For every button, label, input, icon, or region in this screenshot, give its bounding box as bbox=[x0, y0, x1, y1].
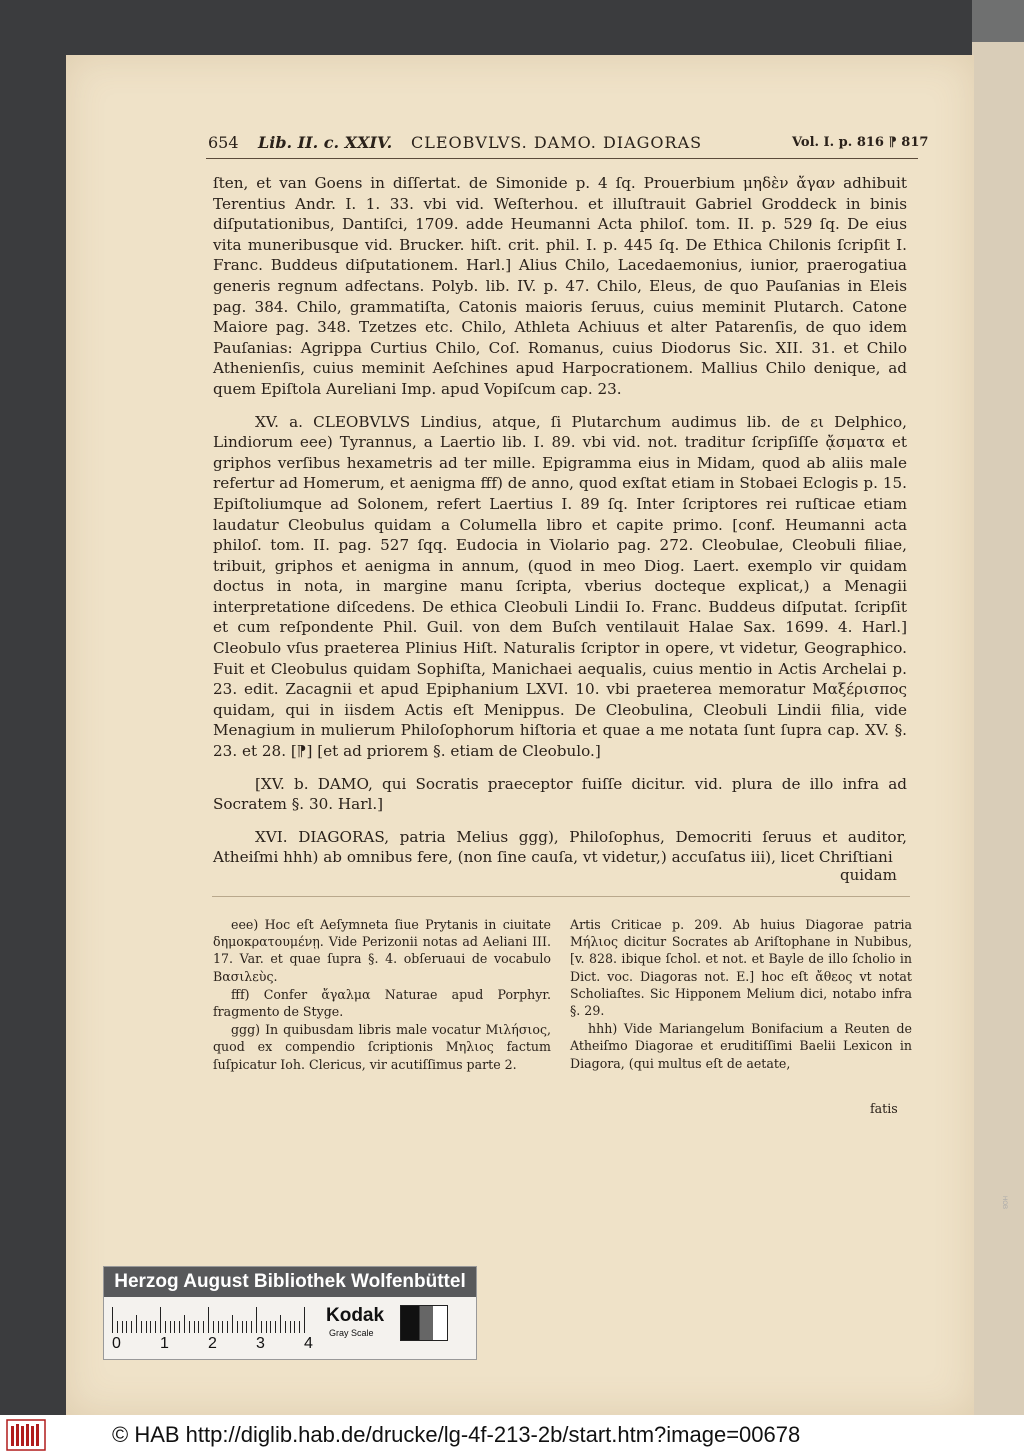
ruler-tick bbox=[256, 1307, 257, 1333]
ruler-tick bbox=[294, 1321, 295, 1333]
paragraph-chilo: ſten, et van Goens in diſſertat. de Simonide p. 4 ſq. Prouerbium μηδὲν ἄγαν adhibuit Terentius Andr. I. 1. 33. vbi vid. Weſterhou. et illuſtrauit Gabriel Groddeck in binis diſputationibus, Dantiſci, 1709. adde Heumanni Acta philoſ. tom. II. p. 529 ſq. De eius vita muneribusque vid. Brucker. hiſt. crit. phil. I. p. 445 ſq. De Ethica Chilonis ſcripſit I. Franc. Buddeus diſputationem. Harl.] Alius Chilo, Lacedaemonius, iunior, praerogatiua generis regnum adfectans. Polyb. lib. IV. p. 47. Chilo, Eleus, de quo Pauſanias in Eleis pag. 384. Chilo, grammatiſta, Catonis maioris ſeruus, cuius meminit Plutarch. Catone Maiore pag. 348. Tzetzes etc. Chilo, Athleta Achiuus et alter Patarenſis, de quo idem Pauſanias: Agrippa Curtius Chilo, Coſ. Romanus, cuius Diodorus Sic. XII. 31. et Chilo Athenienſis, cuius meminit Aeſchines apud Harpocrationem. Mallius Chilo denique, ad quem Epiſtola Aureliani Imp. apud Vopiſcum cap. 23. bbox=[213, 174, 907, 398]
ruler-tick bbox=[203, 1321, 204, 1333]
gray-scale-label: Gray Scale bbox=[329, 1328, 374, 1338]
ruler-tick bbox=[213, 1321, 214, 1333]
header-rule bbox=[206, 158, 918, 159]
ruler-number: 3 bbox=[256, 1335, 265, 1352]
ruler-tick bbox=[136, 1315, 137, 1333]
footnote-rule bbox=[212, 896, 910, 897]
ruler-tick bbox=[299, 1321, 300, 1333]
ruler-tick bbox=[165, 1321, 166, 1333]
ruler-number: 1 bbox=[160, 1335, 169, 1352]
ruler-number: 2 bbox=[208, 1335, 217, 1352]
footnote-fff: fff) Confer ἄγαλμα Naturae apud Porphyr. fragmento de Styge. bbox=[213, 986, 551, 1020]
body-text bbox=[213, 173, 907, 868]
ruler-tick bbox=[266, 1321, 267, 1333]
ruler-tick bbox=[189, 1321, 190, 1333]
paragraph-damo: [XV. b. DAMO, qui Socratis praeceptor fuiſſe dicitur. vid. plura de illo infra ad Socratem §. 30. Harl.] bbox=[213, 774, 907, 814]
footer-bar bbox=[0, 1415, 1024, 1455]
ruler-tick bbox=[290, 1321, 291, 1333]
ruler-tick bbox=[150, 1321, 151, 1333]
ruler-tick bbox=[112, 1307, 113, 1333]
ruler-tick bbox=[146, 1321, 147, 1333]
ruler-tick bbox=[285, 1321, 286, 1333]
ruler-tick bbox=[117, 1321, 118, 1333]
footnote-ggg-continued: Artis Criticae p. 209. Ab huius Diagorae patria Μήλιος dicitur Socrates ab Ariſtophane in Nubibus, [v. 828. ibique ſchol. et not. et Bayle de illo ſcholio in Dict. voc. Diagoras not. E.] hoc eſt ἄθεος vt notat Scholiaſtes. Sic Hipponem Melium dici, notabo infra §. 29. bbox=[570, 917, 912, 1019]
ruler-tick bbox=[131, 1321, 132, 1333]
running-header bbox=[208, 133, 929, 157]
ruler-tick bbox=[275, 1321, 276, 1333]
ruler-tick bbox=[227, 1321, 228, 1333]
catchword: quidam bbox=[840, 866, 897, 884]
header-title: CLEOBVLVS. DAMO. DIAGORAS bbox=[411, 133, 703, 152]
ruler bbox=[112, 1303, 312, 1333]
footnote-hhh: hhh) Vide Mariangelum Bonifacium a Reuten de Atheiſmo Diagorae et eruditiſſimi Baelii Lexicon in Diagora, (qui multus eſt de aetate, bbox=[570, 1021, 912, 1071]
footnotes-left-column bbox=[213, 916, 551, 1074]
gray-swatch bbox=[400, 1305, 448, 1341]
ruler-number: 0 bbox=[112, 1335, 121, 1352]
ruler-tick bbox=[242, 1321, 243, 1333]
color-scale-card bbox=[103, 1266, 477, 1360]
page-edge bbox=[972, 42, 1024, 1415]
ruler-tick bbox=[179, 1321, 180, 1333]
ruler-tick bbox=[280, 1315, 281, 1333]
ruler-tick bbox=[155, 1321, 156, 1333]
ruler-tick bbox=[304, 1307, 305, 1333]
book-reference: Lib. II. c. XXIV. bbox=[258, 133, 393, 152]
ruler-tick bbox=[232, 1315, 233, 1333]
ruler-tick bbox=[160, 1307, 161, 1333]
hab-logo-icon bbox=[6, 1418, 46, 1452]
paragraph-cleobulus: XV. a. CLEOBVLVS Lindius, atque, ſi Plutarchum audimus lib. de ει Delphico, Lindiorum eee) Tyrannus, a Laertio lib. I. 89. vbi vid. not. traditur ſcripſiſſe ᾄσματα et griphos verſibus hexametris ad ter mille. Epigramma eius in Midam, quod ab aliis male refertur ad Homerum, et aenigma fff) de anno, quod exſtat etiam in Stobaei Eclogis p. 15. Epiſtoliumque ad Solonem, refert Laertius I. 89 ſq. Inter ſcriptores rei ruſticae etiam laudatur Cleobulus quidam a Columella libro et capite primo. [conf. Heumanni acta philoſ. tom. II. pag. 527 ſqq. Eudocia in Violario pag. 272. Cleobulae, Cleobuli filiae, tribuit, griphos et aenigma in annum, (quod in meo Diog. Laert. exemplo vir quidam doctus in nota, in margine manu ſcripta, vberius docteque explicat,) a Menagii interpretatione diſcedens. De ethica Cleobuli Lindii Io. Franc. Buddeus diſputat. ſcripſit et cum reſpondente Phil. Guil. von dem Buſch ventilauit Halae Sax. 1699. 4. Harl.] Cleobulo vſus praeterea Plinius Hiſt. Naturalis ſcriptor in opere, vt videtur, Geographico. Fuit et Cleobulus quidam Sophiſta, Manichaei aequalis, cuius mentio in Actis Archelai p. 23. edit. Zacagnii et apud Epiphanium LXVI. 10. vbi praeterea memoratur Μαξέρισπος quidam, qui in iisdem Actis eſt Menippus. De Cleobulina, Cleobuli Lindii filia, vide Menagium in mulierum Philoſophorum hiſtoria et quae a me notata ſunt ſupra cap. XV. §. 23. et 28. [⁋] [et ad priorem §. etiam de Cleobulo.] bbox=[213, 412, 907, 761]
ruler-tick bbox=[208, 1307, 209, 1333]
library-name: Herzog August Bibliothek Wolfenbüttel bbox=[104, 1267, 476, 1297]
ruler-tick bbox=[141, 1321, 142, 1333]
footnote-catchword: fatis bbox=[870, 1101, 898, 1116]
kodak-brand: Kodak bbox=[326, 1305, 385, 1326]
volume-reference: Vol. I. p. 816 ⁋ 817 bbox=[792, 135, 929, 150]
ruler-tick bbox=[170, 1321, 171, 1333]
paragraph-diagoras: XVI. DIAGORAS, patria Melius ggg), Philoſophus, Democriti ſeruus et auditor, Atheiſmi hhh) ab omnibus fere, (non ſine cauſa, vt videtur,) accuſatus iii), licet Chriſtiani bbox=[213, 827, 907, 867]
footnotes-right-column bbox=[570, 916, 912, 1073]
ruler-tick bbox=[222, 1321, 223, 1333]
ruler-tick bbox=[122, 1321, 123, 1333]
ruler-tick bbox=[270, 1321, 271, 1333]
ruler-tick bbox=[126, 1321, 127, 1333]
side-label: HOB bbox=[1001, 1196, 1007, 1210]
ruler-tick bbox=[184, 1315, 185, 1333]
ruler-number: 4 bbox=[304, 1335, 313, 1352]
ruler-tick bbox=[237, 1321, 238, 1333]
ruler-tick bbox=[218, 1321, 219, 1333]
ruler-tick bbox=[174, 1321, 175, 1333]
page-number: 654 bbox=[208, 133, 239, 152]
ruler-tick bbox=[194, 1321, 195, 1333]
footer-url[interactable]: © HAB http://diglib.hab.de/drucke/lg-4f-213-2b/start.htm?image=00678 bbox=[112, 1422, 801, 1447]
ruler-tick bbox=[246, 1321, 247, 1333]
ruler-tick bbox=[198, 1321, 199, 1333]
footnote-ggg: ggg) In quibusdam libris male vocatur Μιλήσιος, quod ex compendio ſcriptionis Μηλιος factum ſuſpicatur Ioh. Clericus, vir acutiſſimus parte 2. bbox=[213, 1022, 551, 1072]
ruler-tick bbox=[261, 1321, 262, 1333]
ruler-tick bbox=[251, 1321, 252, 1333]
footnote-eee: eee) Hoc eſt Aeſymneta ſiue Prytanis in ciuitate δημοκρατουμένῃ. Vide Perizonii notas ad Aeliani III. 17. Var. et quae ſupra §. 4. obſeruaui de vocabulo Βασιλεὺς. bbox=[213, 917, 551, 984]
